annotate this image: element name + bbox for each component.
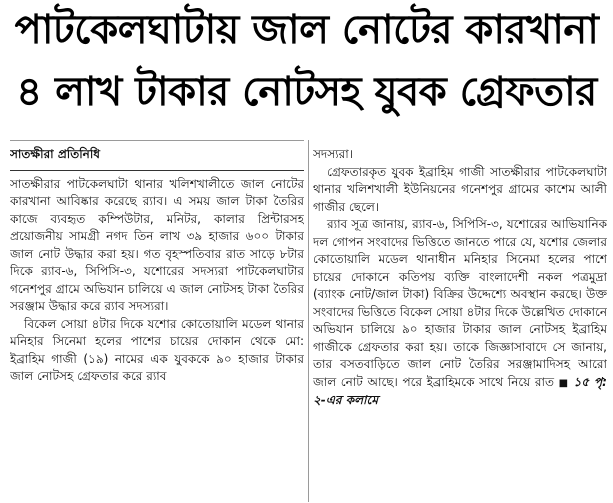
byline: সাতক্ষীরা প্রতিনিধি	[10, 147, 100, 161]
column-divider	[308, 140, 309, 502]
paragraph-continuation: সদস্যরা।	[313, 147, 354, 161]
headline-line-1: পাটকেলঘাটায় জাল নোটের কারখানা	[14, 7, 599, 53]
jump-reference: ১৫ পৃ: ২-এর কলামে	[313, 374, 607, 407]
paragraph: সাতক্ষীরার পাটকেলঘাটা থানার খলিশখালীতে জাল নোটের কারখানা আবিষ্কার করেছে র‌্যাব। এ সময় জাল টাকা তৈরির কাজে ব্যবহৃত কম্পিউটার, মনিটর, কালার প্রিন্টারসহ প্রয়োজনীয় সামগ্রী নগদ তিন লাখ ৩৯ হাজার ৬০০ টাকার জাল নোট উদ্ধার করা হয়। গত বৃহস্পতিবার রাত সাড়ে ৮টার দিকে র‌্যাব-৬, সিপিসি-৩, যশোরের সদস্যরা পাটকেলঘাটার গনেশপুর গ্রামে অভিযান চালিয়ে এ জাল নোটসহ টাকা তৈরির সরঞ্জাম উদ্ধার করে র‌্যাব সদস্যরা।	[10, 176, 304, 313]
byline-rule	[10, 170, 304, 171]
paragraph: বিকেল সোয়া ৪টার দিকে যশোর কোতোয়ালি মডেল থানার মনিহার সিনেমা হলের পাশের চায়ের দোকান থেকে মো: ইব্রাহিম গাজী (১৯) নামের এক যুবককে ৯০ হাজার টাকার জাল নোটসহ গ্রেফতার করে র‌্যাব	[10, 316, 304, 383]
square-bullet-icon: ■	[558, 377, 569, 389]
paragraph: গ্রেফতারকৃত যুবক ইব্রাহিম গাজী সাতক্ষীরার পাটকেলঘাটা থানার খলিশখালী ইউনিয়নের গনেশপুর গ্রামের কাশেম আলী গাজীর ছেলে।	[313, 164, 607, 214]
article-right-column	[313, 146, 607, 501]
article-left-column	[10, 146, 304, 501]
top-rule	[10, 140, 304, 141]
paragraph-text: র‌্যাব সূত্র জানায়, র‌্যাব-৬, সিপিসি-৩, যশোরের আভিযানিক দল গোপন সংবাদের ভিত্তিতে জানতে পারে যে, যশোর জেলার কোতোয়ালি মডেল থানাধীন মনিহার সিনেমা হলের পাশে চায়ের দোকানে কতিপয় ব্যক্তি বাংলাদেশী নকল পত্রমুদ্রা (ব্যাংক নোট/জাল টাকা) বিক্রির উদ্দেশ্যে অবস্থান করছে। উক্ত সংবাদের ভিত্তিতে বিকেল সোয়া ৪টার দিকে উল্লেখিত দোকানে অভিযান চালিয়ে ৯০ হাজার টাকার জাল নোটসহ ইব্রাহিম গাজীকে গ্রেফতার করা হয়। তাকে জিজ্ঞাসাবাদে সে জানায়, তার বসতবাড়িতে জাল নোট তৈরির সরঞ্জামাদিসহ আরো জাল নোট আছে। পরে ইব্রাহিমকে সাথে নিয়ে রাত	[313, 217, 607, 389]
paragraph	[313, 216, 607, 410]
headline-line-2: ৪ লাখ টাকার নোটসহ যুবক গ্রেফতার	[16, 69, 597, 115]
